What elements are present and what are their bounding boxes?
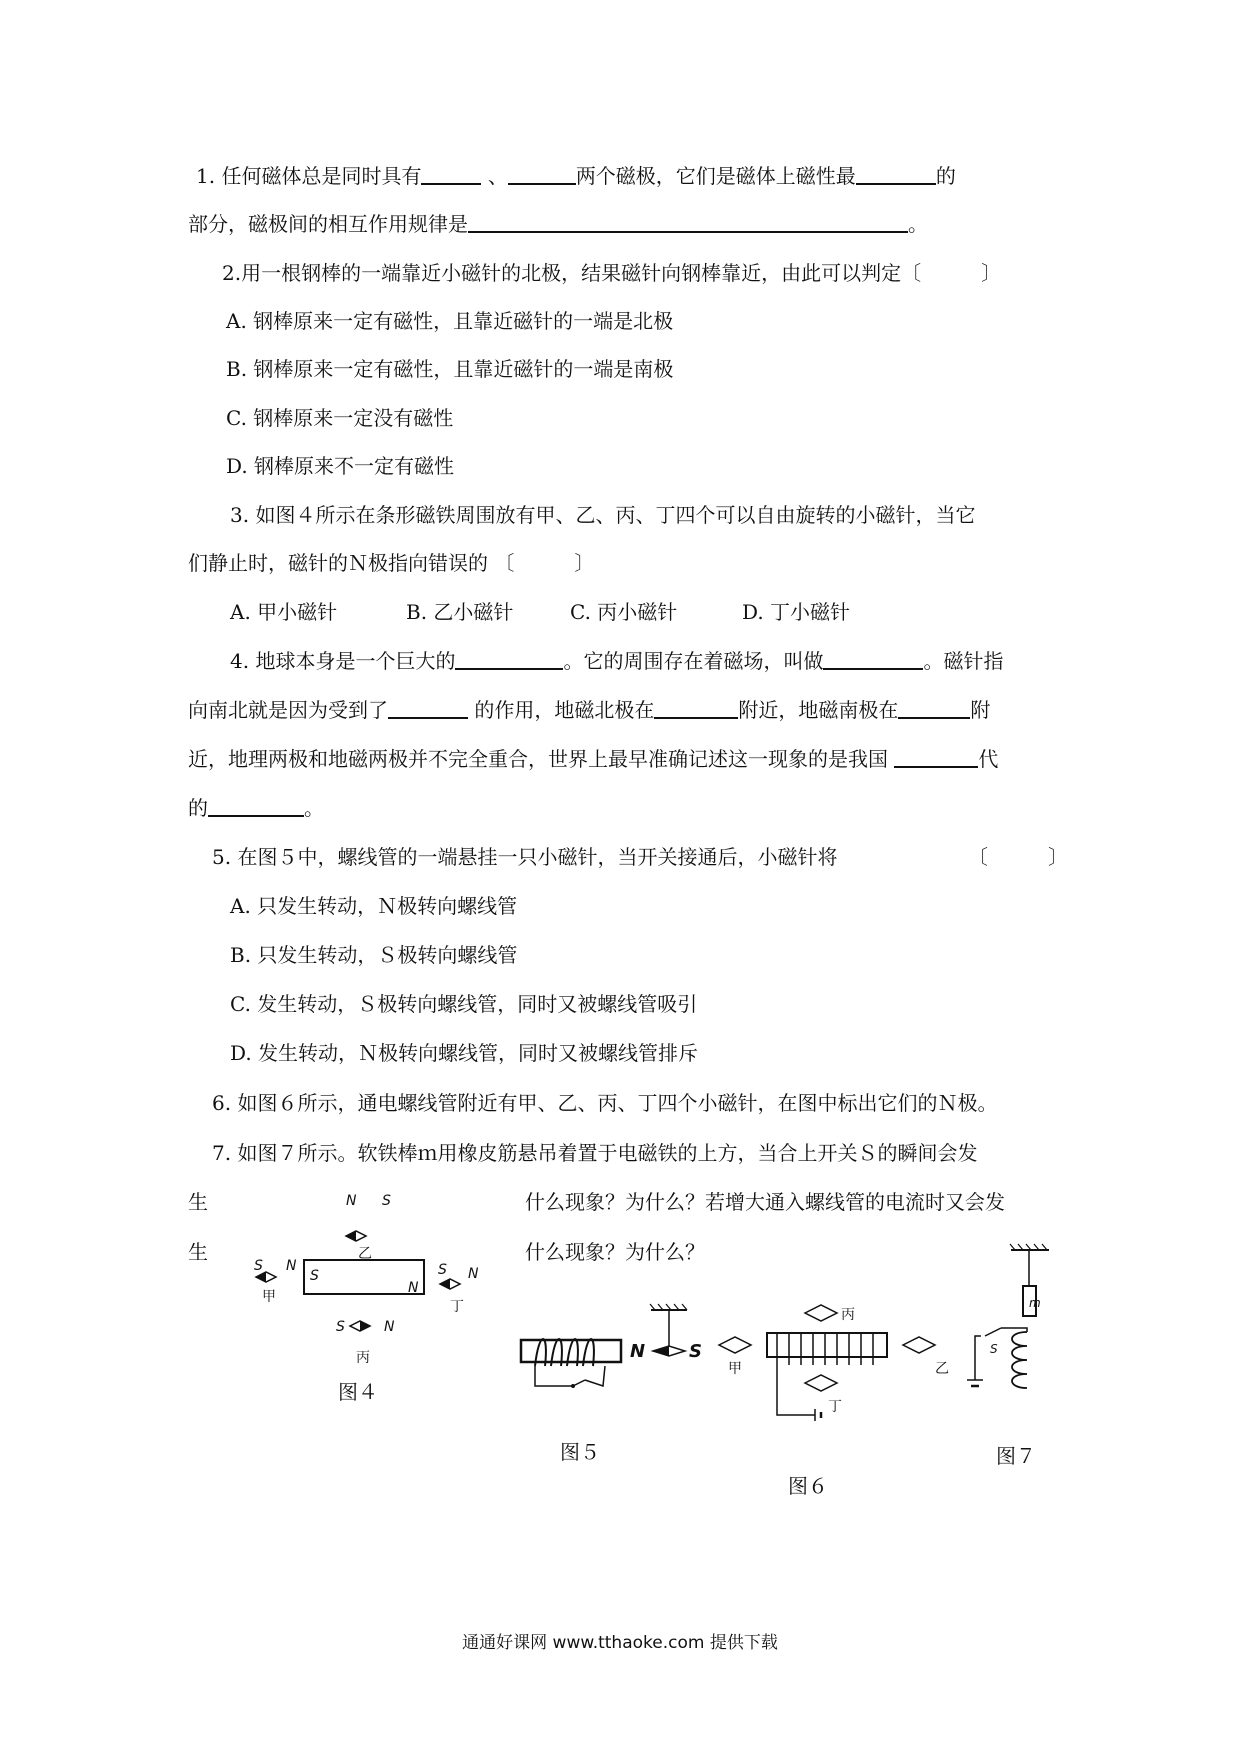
label-s: S bbox=[382, 1193, 391, 1209]
needle-ding bbox=[805, 1375, 837, 1391]
blank[interactable] bbox=[898, 697, 970, 719]
q5-option-c[interactable]: C. 发生转动，Ｓ极转向螺线管，同时又被螺线管吸引 bbox=[230, 992, 698, 1016]
fig7-label-s: S bbox=[990, 1342, 998, 1356]
label-n: N bbox=[468, 1266, 479, 1282]
q1-line1: 1. 任何磁体总是同时具有 、 两个磁极，它们是磁体上磁性最 的 bbox=[196, 164, 956, 188]
fig6-label-jia: 甲 bbox=[728, 1361, 742, 1377]
blank[interactable] bbox=[823, 648, 923, 670]
label-n: N bbox=[346, 1193, 357, 1209]
q7-cont-1: 什么现象？为什么？若增大通入螺线管的电流时又会发 bbox=[525, 1190, 1005, 1214]
q4-line3: 近，地理两极和地磁两极并不完全重合，世界上最早准确记述这一现象的是我国 代 bbox=[188, 747, 999, 771]
q4-line4: 的 。 bbox=[188, 796, 324, 820]
q5-option-a[interactable]: A. 只发生转动，Ｎ极转向螺线管 bbox=[230, 894, 518, 918]
q3-option-b[interactable]: B. 乙小磁针 bbox=[406, 600, 514, 624]
q5-stem: 5. 在图５中，螺线管的一端悬挂一只小磁针，当开关接通后，小磁针将 bbox=[212, 845, 838, 869]
needle-bing-tip bbox=[360, 1321, 370, 1331]
blank[interactable] bbox=[508, 163, 576, 185]
q2-option-d[interactable]: D. 钢棒原来不一定有磁性 bbox=[226, 454, 455, 478]
needle-ding-tip bbox=[440, 1279, 450, 1289]
q5-paren: 〔 〕 bbox=[968, 845, 1068, 869]
q4-line1: 4. 地球本身是一个巨大的 。它的周围存在着磁场，叫做 。磁针指 bbox=[230, 649, 1004, 673]
label-s: S bbox=[254, 1258, 263, 1274]
blank[interactable] bbox=[421, 163, 481, 185]
q3-stem-1: 3. 如图４所示在条形磁铁周围放有甲、乙、丙、丁四个可以自由旋转的小磁针，当它 bbox=[230, 503, 976, 527]
blank[interactable] bbox=[894, 746, 978, 768]
switch-lever bbox=[573, 1380, 585, 1386]
fig6-coil bbox=[777, 1333, 873, 1365]
q5-option-d[interactable]: D. 发生转动，Ｎ极转向螺线管，同时又被螺线管排斥 bbox=[230, 1041, 699, 1065]
fig5-diagram bbox=[515, 1300, 715, 1410]
label-s: S bbox=[336, 1319, 345, 1335]
fig7-diagram bbox=[965, 1240, 1065, 1430]
fig4-caption: 图４ bbox=[338, 1380, 378, 1404]
needle-jia bbox=[719, 1337, 751, 1353]
magnet-label-s: S bbox=[310, 1268, 319, 1284]
fig7-label-m: m bbox=[1029, 1296, 1041, 1310]
q7-side-2: 生 bbox=[188, 1240, 208, 1264]
fig6-circuit bbox=[777, 1365, 815, 1415]
blank[interactable] bbox=[856, 163, 936, 185]
q1-line2: 部分，磁极间的相互作用规律是 。 bbox=[188, 212, 928, 236]
fig5-caption: 图５ bbox=[560, 1440, 600, 1464]
footer: 通通好课网 www.tthaoke.com 提供下载 bbox=[462, 1633, 778, 1653]
q7-cont-2: 什么现象？为什么？ bbox=[525, 1240, 705, 1264]
label-ding: 丁 bbox=[450, 1299, 464, 1315]
bar-magnet bbox=[304, 1260, 424, 1294]
q3-option-d[interactable]: D. 丁小磁针 bbox=[742, 600, 851, 624]
label-s: S bbox=[438, 1262, 447, 1278]
blank[interactable] bbox=[388, 697, 468, 719]
magnet-label-n: N bbox=[408, 1280, 419, 1296]
needle-bing bbox=[805, 1305, 837, 1321]
q7-stem: 7. 如图７所示。软铁棒ｍ用橡皮筋悬吊着置于电磁铁的上方，当合上开关Ｓ的瞬间会发 bbox=[212, 1141, 978, 1165]
fig6-label-yi: 乙 bbox=[935, 1361, 949, 1377]
fig7-wire bbox=[975, 1336, 981, 1380]
blank[interactable] bbox=[455, 648, 563, 670]
fig6-caption: 图６ bbox=[788, 1474, 828, 1498]
fig5-needle-tip bbox=[653, 1346, 669, 1356]
q4-line2: 向南北就是因为受到了 的作用，地磁北极在 附近，地磁南极在 附 bbox=[188, 698, 991, 722]
fig7-caption: 图７ bbox=[996, 1444, 1036, 1468]
q2-option-a[interactable]: A. 钢棒原来一定有磁性，且靠近磁针的一端是北极 bbox=[226, 309, 674, 333]
q6-stem: 6. 如图６所示，通电螺线管附近有甲、乙、丙、丁四个小磁针，在图中标出它们的Ｎ极。 bbox=[212, 1091, 998, 1115]
fig7-coil bbox=[1012, 1332, 1027, 1388]
q2-stem: 2.用一根钢棒的一端靠近小磁针的北极，结果磁针向钢棒靠近，由此可以判定〔 〕 bbox=[222, 261, 1002, 285]
label-n: N bbox=[286, 1258, 297, 1274]
label-n: N bbox=[384, 1319, 395, 1335]
fig7-switch bbox=[985, 1328, 1001, 1336]
fig6-solenoid bbox=[767, 1333, 887, 1357]
fig5-label-n: N bbox=[630, 1341, 646, 1362]
q2-option-b[interactable]: B. 钢棒原来一定有磁性，且靠近磁针的一端是南极 bbox=[226, 357, 674, 381]
needle-yi-tip bbox=[346, 1231, 356, 1241]
needle-yi bbox=[903, 1337, 935, 1353]
q2-option-c[interactable]: C. 钢棒原来一定没有磁性 bbox=[226, 406, 454, 430]
blank[interactable] bbox=[654, 697, 738, 719]
label-yi: 乙 bbox=[358, 1246, 372, 1262]
fig5-circuit bbox=[535, 1366, 605, 1386]
fig6-label-bing: 丙 bbox=[841, 1307, 855, 1323]
q5-option-b[interactable]: B. 只发生转动，Ｓ极转向螺线管 bbox=[230, 943, 518, 967]
q3-option-c[interactable]: C. 丙小磁针 bbox=[570, 600, 678, 624]
label-bing: 丙 bbox=[356, 1350, 370, 1366]
blank[interactable] bbox=[468, 211, 908, 233]
q3-option-a[interactable]: A. 甲小磁针 bbox=[230, 600, 338, 624]
fig5-label-s: S bbox=[689, 1341, 702, 1362]
q3-stem-2: 们静止时，磁针的Ｎ极指向错误的 〔 〕 bbox=[188, 551, 595, 575]
label-jia: 甲 bbox=[262, 1289, 276, 1305]
blank[interactable] bbox=[208, 795, 304, 817]
q7-side-1: 生 bbox=[188, 1190, 208, 1214]
fig6-label-ding: 丁 bbox=[828, 1399, 842, 1415]
